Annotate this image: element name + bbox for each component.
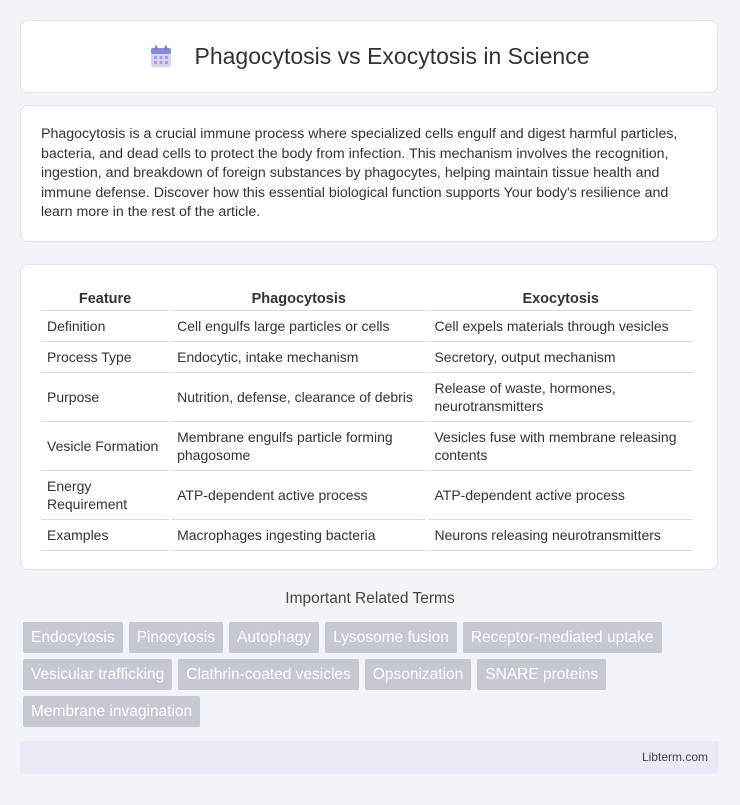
header-exocytosis: Exocytosis	[428, 285, 693, 311]
table-cell: Vesicle Formation	[41, 422, 169, 471]
related-terms-list	[23, 622, 703, 733]
title-card	[20, 20, 718, 93]
table-cell: Membrane engulfs particle forming phagosome	[171, 422, 426, 471]
table-cell: Definition	[41, 311, 169, 342]
calendar-icon	[148, 44, 174, 70]
comparison-table-card	[20, 264, 718, 570]
intro-card	[20, 105, 718, 242]
table-cell: ATP-dependent active process	[428, 471, 693, 520]
table-cell: Examples	[41, 520, 169, 551]
table-cell: ATP-dependent active process	[171, 471, 426, 520]
tag-lysosome-fusion[interactable]: Lysosome fusion	[325, 622, 457, 653]
tag-receptor-mediated-uptake[interactable]: Receptor-mediated uptake	[463, 622, 662, 653]
tag-autophagy[interactable]: Autophagy	[229, 622, 319, 653]
table-cell: Macrophages ingesting bacteria	[171, 520, 426, 551]
table-cell: Neurons releasing neurotransmitters	[428, 520, 693, 551]
related-terms-heading: Important Related Terms	[285, 590, 455, 607]
tag-snare-proteins[interactable]: SNARE proteins	[477, 659, 606, 690]
table-row	[41, 520, 693, 551]
table-header-row	[41, 285, 693, 311]
table-cell: Endocytic, intake mechanism	[171, 342, 426, 373]
tag-endocytosis[interactable]: Endocytosis	[23, 622, 123, 653]
intro-paragraph: Phagocytosis is a crucial immune process where specialized cells engulf and digest harmful particles, bacteria, and dead cells to protect the body from infection. This mechanism involves the recognition, ingestion, and breakdown of foreign substances by phagocytes, helping maintain tissue health and immune defense. Discover how this essential biological function supports Your body's resilience and learn more in the rest of the article.	[41, 126, 678, 220]
footer	[20, 741, 718, 774]
table-cell: Purpose	[41, 373, 169, 422]
table-cell: Cell expels materials through vesicles	[428, 311, 693, 342]
table-row	[41, 373, 693, 422]
tag-vesicular-trafficking[interactable]: Vesicular trafficking	[23, 659, 172, 690]
tag-membrane-invagination[interactable]: Membrane invagination	[23, 696, 200, 727]
header-phagocytosis: Phagocytosis	[171, 285, 426, 311]
table-row	[41, 471, 693, 520]
footer-site-link[interactable]: Libterm.com	[641, 750, 708, 764]
table-cell: Release of waste, hormones, neurotransmitters	[428, 373, 693, 422]
table-cell: Energy Requirement	[41, 471, 169, 520]
table-cell: Cell engulfs large particles or cells	[171, 311, 426, 342]
table-cell: Nutrition, defense, clearance of debris	[171, 373, 426, 422]
tag-clathrin-coated-vesicles[interactable]: Clathrin-coated vesicles	[178, 659, 359, 690]
table-row	[41, 422, 693, 471]
tag-pinocytosis[interactable]: Pinocytosis	[129, 622, 223, 653]
table-row	[41, 342, 693, 373]
table-cell: Secretory, output mechanism	[428, 342, 693, 373]
table-row	[41, 311, 693, 342]
table-cell: Process Type	[41, 342, 169, 373]
page-title: Phagocytosis vs Exocytosis in Science	[194, 43, 590, 69]
table-cell: Vesicles fuse with membrane releasing contents	[428, 422, 693, 471]
comparison-table	[39, 285, 695, 551]
tag-opsonization[interactable]: Opsonization	[365, 659, 471, 690]
header-feature: Feature	[41, 285, 169, 311]
